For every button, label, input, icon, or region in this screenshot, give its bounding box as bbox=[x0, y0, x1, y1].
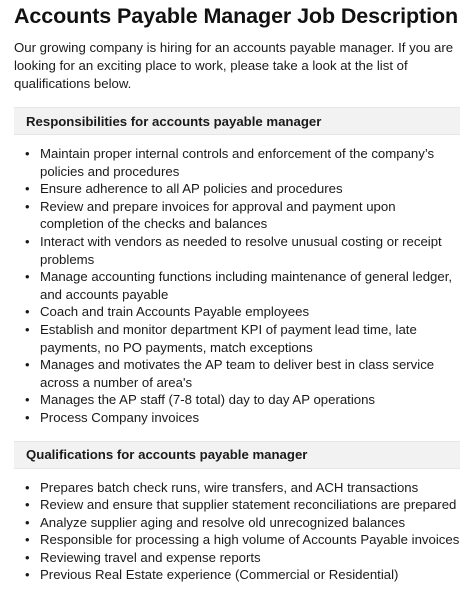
list-item-text: Establish and monitor department KPI of payment lead time, late payments, no PO payments, match exceptions bbox=[40, 321, 417, 355]
bullet-icon: • bbox=[25, 233, 30, 249]
list-item bbox=[14, 479, 460, 497]
list-item bbox=[14, 391, 460, 409]
bullet-icon: • bbox=[25, 269, 30, 285]
list-item-text: Reviewing travel and expense reports bbox=[40, 549, 261, 565]
bullet-icon: • bbox=[25, 181, 30, 197]
list-item-text: Ensure adherence to all AP policies and procedures bbox=[40, 181, 343, 197]
bullet-icon: • bbox=[25, 198, 30, 214]
qualifications-heading: Qualifications for accounts payable manager bbox=[14, 441, 460, 469]
list-item-text: Review and prepare invoices for approval and payment upon completion of the checks and balances bbox=[40, 198, 396, 232]
list-item-text: Analyze supplier aging and resolve old unrecognized balances bbox=[40, 514, 406, 530]
bullet-icon: • bbox=[25, 409, 30, 425]
intro-paragraph: Our growing company is hiring for an accounts payable manager. If you are looking for an exciting place to work, please take a look at the list of qualifications below. bbox=[14, 40, 454, 91]
qualifications-list bbox=[14, 479, 460, 585]
list-item-text: Interact with vendors as needed to resolve unusual costing or receipt problems bbox=[40, 233, 442, 267]
bullet-icon: • bbox=[25, 497, 30, 513]
list-item bbox=[14, 321, 460, 356]
list-item bbox=[14, 409, 460, 427]
list-item-text: Maintain proper internal controls and enforcement of the company’s policies and procedures bbox=[40, 146, 435, 179]
list-item-text: Coach and train Accounts Payable employees bbox=[40, 304, 310, 320]
list-item-text: Previous Real Estate experience (Commercial or Residential) bbox=[40, 567, 399, 583]
bullet-icon: • bbox=[25, 321, 30, 337]
responsibilities-heading: Responsibilities for accounts payable manager bbox=[14, 107, 460, 135]
list-item bbox=[14, 496, 460, 514]
list-item-text: Responsible for processing a high volume of Accounts Payable invoices bbox=[40, 532, 460, 548]
list-item-text: Manages and motivates the AP team to deliver best in class service across a number of area's bbox=[40, 357, 435, 390]
list-item bbox=[14, 514, 460, 532]
list-item bbox=[14, 356, 460, 391]
bullet-icon: • bbox=[25, 146, 30, 161]
bullet-icon: • bbox=[25, 357, 30, 373]
list-item-text: Prepares batch check runs, wire transfers, and ACH transactions bbox=[40, 479, 419, 495]
bullet-icon: • bbox=[25, 514, 30, 530]
list-item-text: Review and ensure that supplier statement reconciliations are prepared bbox=[40, 497, 457, 513]
bullet-icon: • bbox=[25, 479, 30, 495]
bullet-icon: • bbox=[25, 392, 30, 408]
list-item bbox=[14, 303, 460, 321]
bullet-icon: • bbox=[25, 304, 30, 320]
list-item bbox=[14, 180, 460, 198]
page-title: Accounts Payable Manager Job Description bbox=[14, 4, 459, 28]
list-item-text: Process Company invoices bbox=[40, 409, 200, 425]
bullet-icon: • bbox=[25, 549, 30, 565]
list-item bbox=[14, 145, 460, 180]
list-item-text: Manages the AP staff (7-8 total) day to day AP operations bbox=[40, 392, 376, 408]
list-item bbox=[14, 268, 460, 303]
list-item bbox=[14, 566, 460, 584]
list-item bbox=[14, 549, 460, 567]
bullet-icon: • bbox=[25, 567, 30, 583]
responsibilities-list bbox=[14, 145, 460, 427]
list-item bbox=[14, 198, 460, 233]
list-item bbox=[14, 233, 460, 268]
list-item bbox=[14, 531, 460, 549]
bullet-icon: • bbox=[25, 532, 30, 548]
list-item-text: Manage accounting functions including maintenance of general ledger, and accounts payable bbox=[40, 269, 453, 302]
